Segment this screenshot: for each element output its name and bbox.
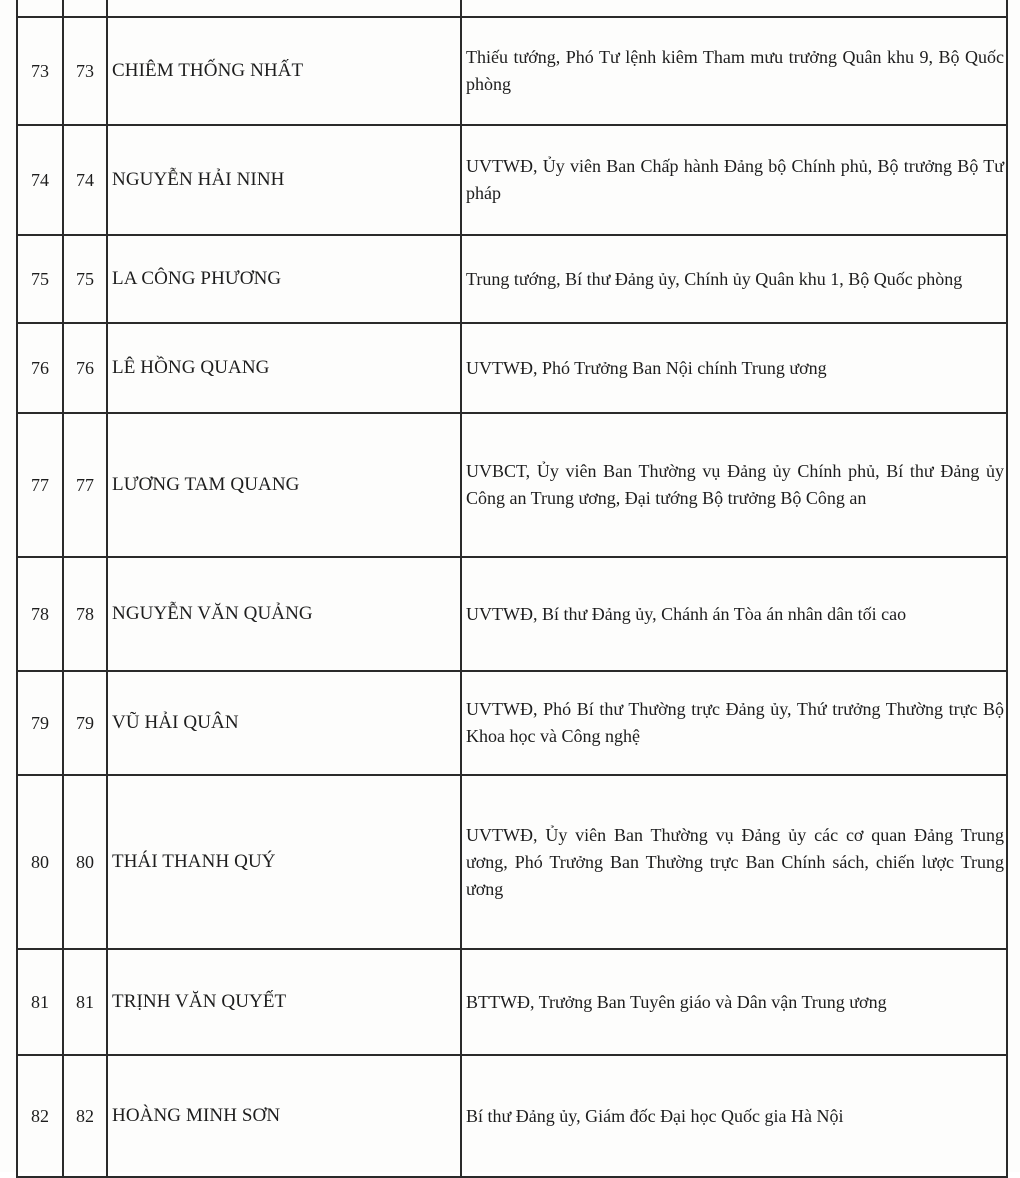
person-position: BTTWĐ, Trưởng Ban Tuyên giáo và Dân vận Trung ương	[461, 949, 1007, 1055]
row-number: 81	[63, 949, 107, 1055]
table-row	[17, 671, 1007, 775]
table-row-continued	[17, 0, 1007, 17]
person-position: UVTWĐ, Ủy viên Ban Thường vụ Đảng ủy các cơ quan Đảng Trung ương, Phó Trưởng Ban Thường trực Ban Chính sách, chiến lược Trung ương	[461, 775, 1007, 949]
row-index: 81	[17, 949, 63, 1055]
table-row	[17, 949, 1007, 1055]
table-row	[17, 125, 1007, 235]
table-row	[17, 17, 1007, 125]
table-row	[17, 323, 1007, 413]
row-number: 80	[63, 775, 107, 949]
row-index: 78	[17, 557, 63, 671]
table-row	[17, 235, 1007, 323]
person-position: Bí thư Đảng ủy, Giám đốc Đại học Quốc gia Hà Nội	[461, 1055, 1007, 1177]
person-position: UVTWĐ, Ủy viên Ban Chấp hành Đảng bộ Chính phủ, Bộ trưởng Bộ Tư pháp	[461, 125, 1007, 235]
table-row	[17, 413, 1007, 557]
row-number: 79	[63, 671, 107, 775]
person-position: UVBCT, Ủy viên Ban Thường vụ Đảng ủy Chính phủ, Bí thư Đảng ủy Công an Trung ương, Đại tướng Bộ trưởng Bộ Công an	[461, 413, 1007, 557]
person-name: THÁI THANH QUÝ	[107, 775, 461, 949]
table-row	[17, 1055, 1007, 1177]
person-name: HOÀNG MINH SƠN	[107, 1055, 461, 1177]
person-position: Thiếu tướng, Phó Tư lệnh kiêm Tham mưu trưởng Quân khu 9, Bộ Quốc phòng	[461, 17, 1007, 125]
person-name: TRỊNH VĂN QUYẾT	[107, 949, 461, 1055]
row-number: 73	[63, 17, 107, 125]
table-row	[17, 557, 1007, 671]
row-index: 79	[17, 671, 63, 775]
empty-cell	[107, 0, 461, 17]
person-position: UVTWĐ, Phó Bí thư Thường trực Đảng ủy, Thứ trưởng Thường trực Bộ Khoa học và Công nghệ	[461, 671, 1007, 775]
row-index: 75	[17, 235, 63, 323]
table-row	[17, 775, 1007, 949]
row-number: 75	[63, 235, 107, 323]
person-name: CHIÊM THỐNG NHẤT	[107, 17, 461, 125]
person-position: Trung tướng, Bí thư Đảng ủy, Chính ủy Quân khu 1, Bộ Quốc phòng	[461, 235, 1007, 323]
empty-cell	[63, 0, 107, 17]
row-number: 82	[63, 1055, 107, 1177]
row-index: 80	[17, 775, 63, 949]
row-index: 76	[17, 323, 63, 413]
person-position: UVTWĐ, Bí thư Đảng ủy, Chánh án Tòa án nhân dân tối cao	[461, 557, 1007, 671]
row-number: 74	[63, 125, 107, 235]
empty-cell	[17, 0, 63, 17]
candidate-table	[16, 0, 1008, 1178]
row-number: 78	[63, 557, 107, 671]
person-name: LƯƠNG TAM QUANG	[107, 413, 461, 557]
row-index: 77	[17, 413, 63, 557]
row-index: 82	[17, 1055, 63, 1177]
row-number: 77	[63, 413, 107, 557]
person-name: LÊ HỒNG QUANG	[107, 323, 461, 413]
empty-cell	[461, 0, 1007, 17]
person-name: VŨ HẢI QUÂN	[107, 671, 461, 775]
person-position: UVTWĐ, Phó Trưởng Ban Nội chính Trung ương	[461, 323, 1007, 413]
person-name: LA CÔNG PHƯƠNG	[107, 235, 461, 323]
row-index: 73	[17, 17, 63, 125]
person-name: NGUYỄN HẢI NINH	[107, 125, 461, 235]
person-name: NGUYỄN VĂN QUẢNG	[107, 557, 461, 671]
row-number: 76	[63, 323, 107, 413]
row-index: 74	[17, 125, 63, 235]
